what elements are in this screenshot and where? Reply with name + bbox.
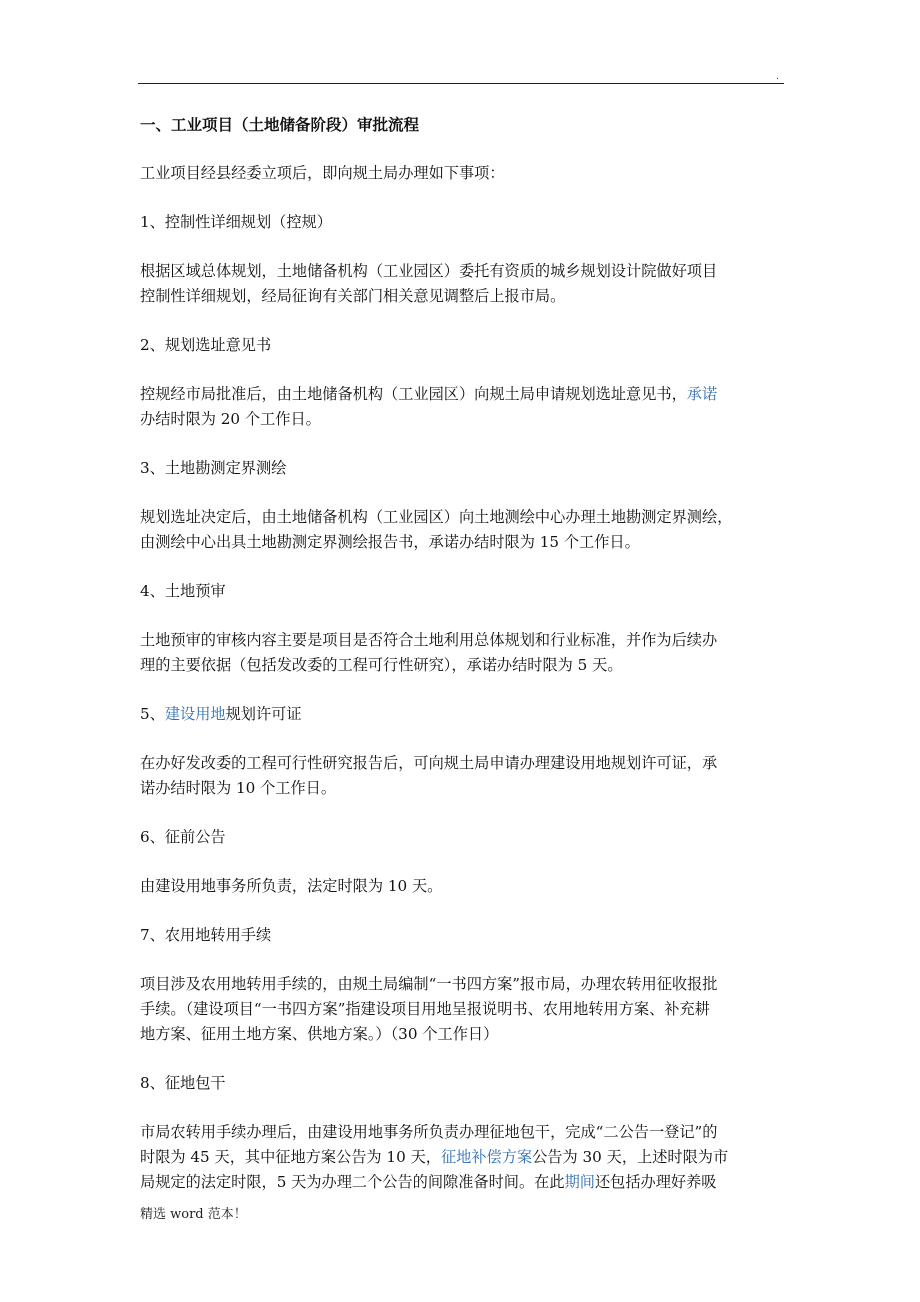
item-8-line-2-text-b: 公告为 30 天，上述时限为市 bbox=[532, 1148, 729, 1166]
item-3-body-line-2: 由测绘中心出具土地勘测定界测绘报告书，承诺办结时限为 15 个工作日。 bbox=[140, 533, 640, 551]
item-1-body-line-1: 根据区域总体规划，土地储备机构（工业园区）委托有资质的城乡规划设计院做好项目 bbox=[140, 262, 718, 280]
item-2-body-line-1 bbox=[140, 382, 782, 407]
header-rule bbox=[138, 83, 784, 84]
item-2-body-text: 控规经市局批准后，由土地储备机构（工业园区）向规土局申请规划选址意见书， bbox=[140, 385, 687, 403]
link-zhengdi-buchang[interactable]: 征地补偿方案 bbox=[440, 1148, 533, 1166]
item-8-heading: 8、征地包干 bbox=[140, 1074, 226, 1092]
item-3-heading: 3、土地勘测定界测绘 bbox=[140, 459, 287, 477]
item-5-body-line-1: 在办好发改委的工程可行性研究报告后，可向规土局申请办理建设用地规划许可证，承 bbox=[140, 754, 718, 772]
item-8-body-line-1: 市局农转用手续办理后，由建设用地事务所负责办理征地包干，完成“二公告一登记”的 bbox=[140, 1123, 718, 1141]
item-5-heading bbox=[140, 702, 782, 727]
intro-paragraph: 工业项目经县经委立项后，即向规土局办理如下事项： bbox=[140, 164, 505, 182]
link-qijian[interactable]: 期间 bbox=[564, 1173, 595, 1191]
item-5-heading-rest: 规划许可证 bbox=[225, 705, 302, 723]
item-4-heading: 4、土地预审 bbox=[140, 582, 226, 600]
item-5-number: 5、 bbox=[140, 705, 165, 723]
item-1-heading: 1、控制性详细规划（控规） bbox=[140, 213, 332, 231]
item-7-body-line-2: 手续。（建设项目“一书四方案”指建设项目用地呈报说明书、农用地转用方案、补充耕 bbox=[140, 1000, 710, 1018]
item-3-body-line-1: 规划选址决定后，由土地储备机构（工业园区）向土地测绘中心办理土地勘测定界测绘， bbox=[140, 508, 733, 526]
item-8-line-3-text-a: 局规定的法定时限，5 天为办理二个公告的间隙准备时间。在此 bbox=[140, 1173, 565, 1191]
item-6-body: 由建设用地事务所负责，法定时限为 10 天。 bbox=[140, 877, 443, 895]
link-jianshe-yongdi[interactable]: 建设用地 bbox=[164, 705, 226, 723]
item-1-body-line-2: 控制性详细规划，经局征询有关部门相关意见调整后上报市局。 bbox=[140, 287, 566, 305]
header-mark: . bbox=[776, 72, 779, 82]
item-8-body-line-2 bbox=[140, 1145, 782, 1170]
item-4-body-line-1: 土地预审的审核内容主要是项目是否符合土地利用总体规划和行业标准，并作为后续办 bbox=[140, 631, 718, 649]
section-title: 一、工业项目（土地储备阶段）审批流程 bbox=[140, 115, 420, 134]
document-body bbox=[140, 112, 782, 1195]
item-7-body-line-1: 项目涉及农用地转用手续的，由规土局编制“一书四方案”报市局，办理农转用征收报批 bbox=[140, 975, 718, 993]
link-chengnuo[interactable]: 承诺 bbox=[686, 385, 718, 403]
item-5-body-line-2: 诺办结时限为 10 个工作日。 bbox=[140, 779, 337, 797]
item-7-body-line-3: 地方案、征用土地方案、供地方案。）（30 个工作日） bbox=[140, 1025, 499, 1043]
item-2-heading: 2、规划选址意见书 bbox=[140, 336, 272, 354]
item-7-heading: 7、农用地转用手续 bbox=[140, 926, 272, 944]
item-2-body-line-2: 办结时限为 20 个工作日。 bbox=[140, 410, 321, 428]
page-footer: 精选 word 范本！ bbox=[140, 1207, 247, 1222]
item-4-body-line-2: 理的主要依据（包括发改委的工程可行性研究），承诺办结时限为 5 天。 bbox=[140, 656, 623, 674]
item-6-heading: 6、征前公告 bbox=[140, 828, 226, 846]
item-8-line-2-text-a: 时限为 45 天，其中征地方案公告为 10 天， bbox=[140, 1148, 441, 1166]
item-8-line-3-text-b: 还包括办理好养吸 bbox=[594, 1173, 717, 1191]
item-8-body-line-3 bbox=[140, 1170, 782, 1195]
